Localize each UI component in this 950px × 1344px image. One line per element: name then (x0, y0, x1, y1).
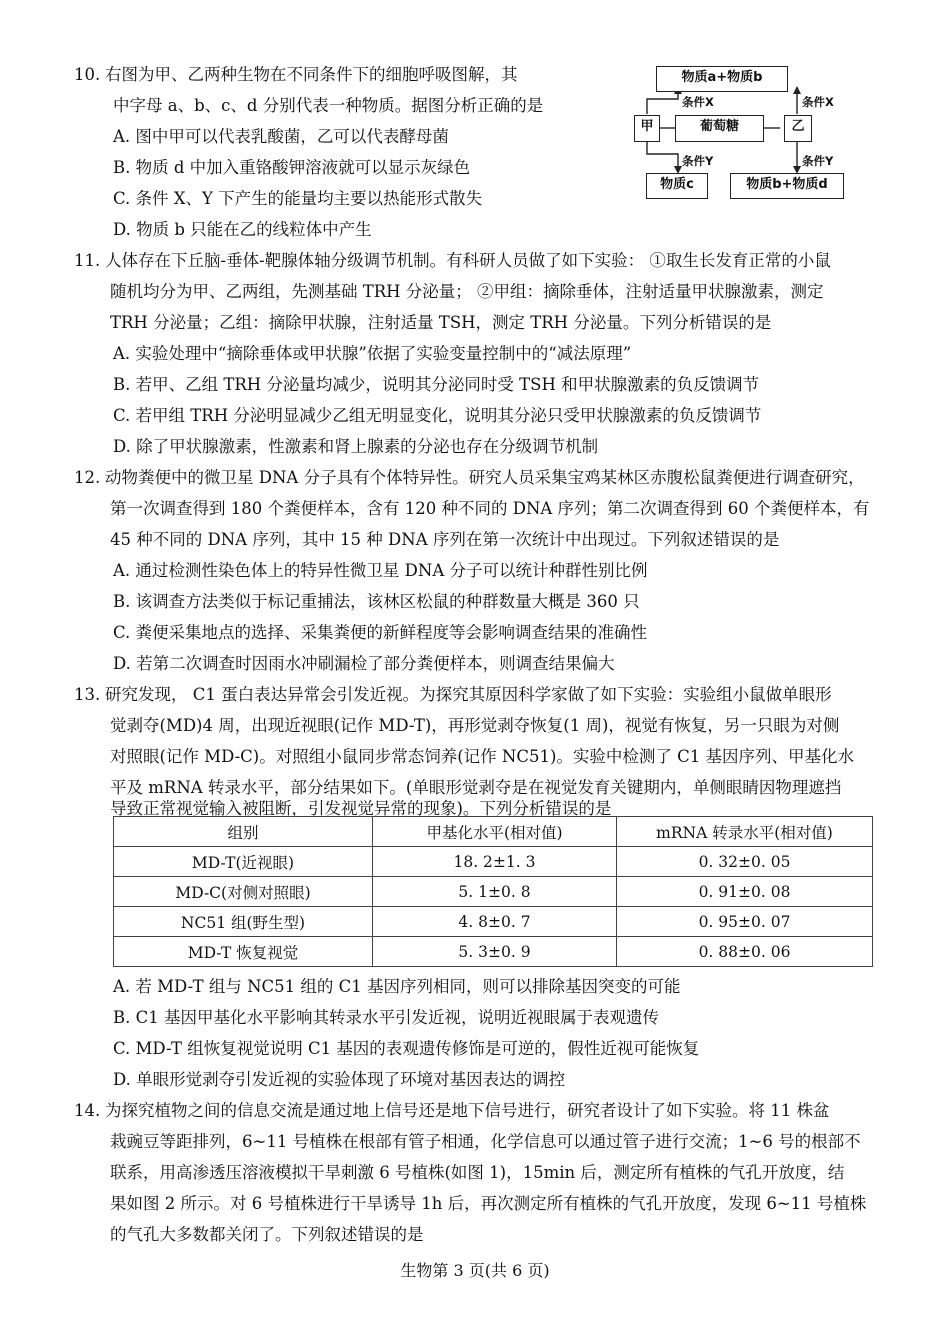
condition-x-right: 条件X (802, 95, 834, 109)
table-header: mRNA 转录水平(相对值) (617, 817, 873, 847)
center-box: 葡萄糖 (675, 115, 764, 142)
question-stem: 栽豌豆等距排列，6~11 号植株在根部有管子相通，化学信息可以通过管子进行交流；1~6 号的根部不 (110, 1132, 861, 1151)
question-stem: 研究发现， C1 蛋白表达异常会引发近视。为探究其原因科学家做了如下实验：实验组小鼠做单眼形 (105, 685, 832, 704)
table-row (114, 937, 873, 967)
table-cell: 0. 32±0. 05 (617, 847, 873, 877)
condition-y-left: 条件Y (682, 154, 714, 168)
question-stem: 动物粪便中的微卫星 DNA 分子具有个体特异性。研究人员采集宝鸡某林区赤腹松鼠粪便进行调查研究， (105, 468, 865, 487)
table-row (114, 877, 873, 907)
option-c: C. 粪便采集地点的选择、采集粪便的新鲜程度等会影响调查结果的准确性 (113, 623, 648, 642)
table-cell: MD-T 恢复视觉 (114, 937, 373, 967)
condition-x-left: 条件X (682, 95, 714, 109)
question-number: 13. (74, 685, 101, 704)
question-stem: 果如图 2 所示。对 6 号植株进行干旱诱导 1h 后，再次测定所有植株的气孔开放度，发现 6~11 号植株 (110, 1194, 867, 1213)
table-header: 组别 (114, 817, 373, 847)
table-cell: MD-C(对侧对照眼) (114, 877, 373, 907)
option-a: A. 图中甲可以代表乳酸菌，乙可以代表酵母菌 (113, 127, 449, 146)
option-b: B. 物质 d 中加入重铬酸钾溶液就可以显示灰绿色 (113, 158, 471, 177)
bottom-right-box: 物质b+物质d (730, 173, 844, 199)
question-stem: 中字母 a、b、c、d 分别代表一种物质。据图分析正确的是 (113, 96, 544, 115)
option-c: C. 若甲组 TRH 分泌明显减少乙组无明显变化，说明其分泌只受甲状腺激素的负反馈调节 (113, 406, 762, 425)
table-header: 甲基化水平(相对值) (373, 817, 617, 847)
respiration-diagram (630, 62, 850, 202)
question-stem: 45 种不同的 DNA 序列，其中 15 种 DNA 序列在第一次统计中出现过。下列叙述错误的是 (110, 530, 780, 549)
question-number: 12. (74, 468, 101, 487)
question-stem: TRH 分泌量；乙组：摘除甲状腺，注射适量 TSH，测定 TRH 分泌量。下列分析错误的是 (110, 313, 772, 332)
question-stem: 导致正常视觉输入被阻断，引发视觉异常的现象)。下列分析错误的是 (110, 799, 612, 818)
page-footer: 生物第 3 页(共 6 页) (400, 1261, 550, 1280)
option-c: C. MD-T 组恢复视觉说明 C1 基因的表观遗传修饰是可逆的，假性近视可能恢复 (113, 1039, 700, 1058)
table-cell: 0. 91±0. 08 (617, 877, 873, 907)
table-cell: 5. 1±0. 8 (373, 877, 617, 907)
option-a: A. 通过检测性染色体上的特异性微卫星 DNA 分子可以统计种群性别比例 (113, 561, 648, 580)
option-d: D. 若第二次调查时因雨水冲刷漏检了部分粪便样本，则调查结果偏大 (113, 654, 615, 673)
question-stem: 的气孔大多数都关闭了。下列叙述错误的是 (110, 1225, 424, 1244)
table-cell: 0. 88±0. 06 (617, 937, 873, 967)
table-cell: 4. 8±0. 7 (373, 907, 617, 937)
table-cell: 5. 3±0. 9 (373, 937, 617, 967)
question-stem: 平及 mRNA 转录水平，部分结果如下。(单眼形觉剥夺是在视觉发育关键期内，单侧眼睛因物理遮挡 (110, 778, 842, 797)
option-a: A. 实验处理中“摘除垂体或甲状腺”依据了实验变量控制中的“减法原理” (113, 344, 632, 363)
option-b: B. 该调查方法类似于标记重捕法，该林区松鼠的种群数量大概是 360 只 (113, 592, 640, 611)
option-b: B. 若甲、乙组 TRH 分泌量均减少，说明其分泌同时受 TSH 和甲状腺激素的负反馈调节 (113, 375, 760, 394)
option-a: A. 若 MD-T 组与 NC51 组的 C1 基因序列相同，则可以排除基因突变的可能 (113, 977, 681, 996)
table-header-row (114, 817, 873, 847)
table-cell: 18. 2±1. 3 (373, 847, 617, 877)
right-box: 乙 (784, 115, 812, 142)
question-number: 11. (74, 251, 101, 270)
option-d: D. 单眼形觉剥夺引发近视的实验体现了环境对基因表达的调控 (113, 1070, 566, 1089)
option-c: C. 条件 X、Y 下产生的能量均主要以热能形式散失 (113, 189, 483, 208)
table-cell: MD-T(近视眼) (114, 847, 373, 877)
top-box: 物质a+物质b (656, 66, 788, 92)
option-d: D. 除了甲状腺激素，性激素和肾上腺素的分泌也存在分级调节机制 (113, 437, 599, 456)
bottom-left-box: 物质c (646, 173, 708, 199)
results-table (113, 816, 873, 967)
condition-y-right: 条件Y (802, 154, 834, 168)
question-stem: 第一次调查得到 180 个粪便样本，含有 120 种不同的 DNA 序列；第二次调查得到 60 个粪便样本，有 (110, 499, 870, 518)
option-b: B. C1 基因甲基化水平影响其转录水平引发近视，说明近视眼属于表观遗传 (113, 1008, 659, 1027)
question-stem: 为探究植物之间的信息交流是通过地上信号还是地下信号进行，研究者设计了如下实验。将 11 株盆 (105, 1101, 830, 1120)
table-cell: 0. 95±0. 07 (617, 907, 873, 937)
question-number: 14. (74, 1101, 101, 1120)
table-cell: NC51 组(野生型) (114, 907, 373, 937)
table-row (114, 847, 873, 877)
left-box: 甲 (634, 115, 660, 142)
question-stem: 随机均分为甲、乙两组，先测基础 TRH 分泌量； ②甲组：摘除垂体，注射适量甲状腺激素，测定 (110, 282, 824, 301)
question-stem: 对照眼(记作 MD-C)。对照组小鼠同步常态饲养(记作 NC51)。实验中检测了 C1 基因序列、甲基化水 (110, 747, 855, 766)
question-stem: 觉剥夺(MD)4 周，出现近视眼(记作 MD-T)，再形觉剥夺恢复(1 周)，视觉有恢复，另一只眼为对侧 (110, 716, 840, 735)
table-row (114, 907, 873, 937)
question-stem: 右图为甲、乙两种生物在不同条件下的细胞呼吸图解，其 (105, 65, 518, 84)
option-d: D. 物质 b 只能在乙的线粒体中产生 (113, 220, 372, 239)
question-stem: 人体存在下丘脑-垂体-靶腺体轴分级调节机制。有科研人员做了如下实验： ①取生长发育正常的小鼠 (105, 251, 831, 270)
question-stem: 联系，用高渗透压溶液模拟干旱刺激 6 号植株(如图 1)，15min 后，测定所有植株的气孔开放度，结 (110, 1163, 845, 1182)
question-number: 10. (74, 65, 101, 84)
